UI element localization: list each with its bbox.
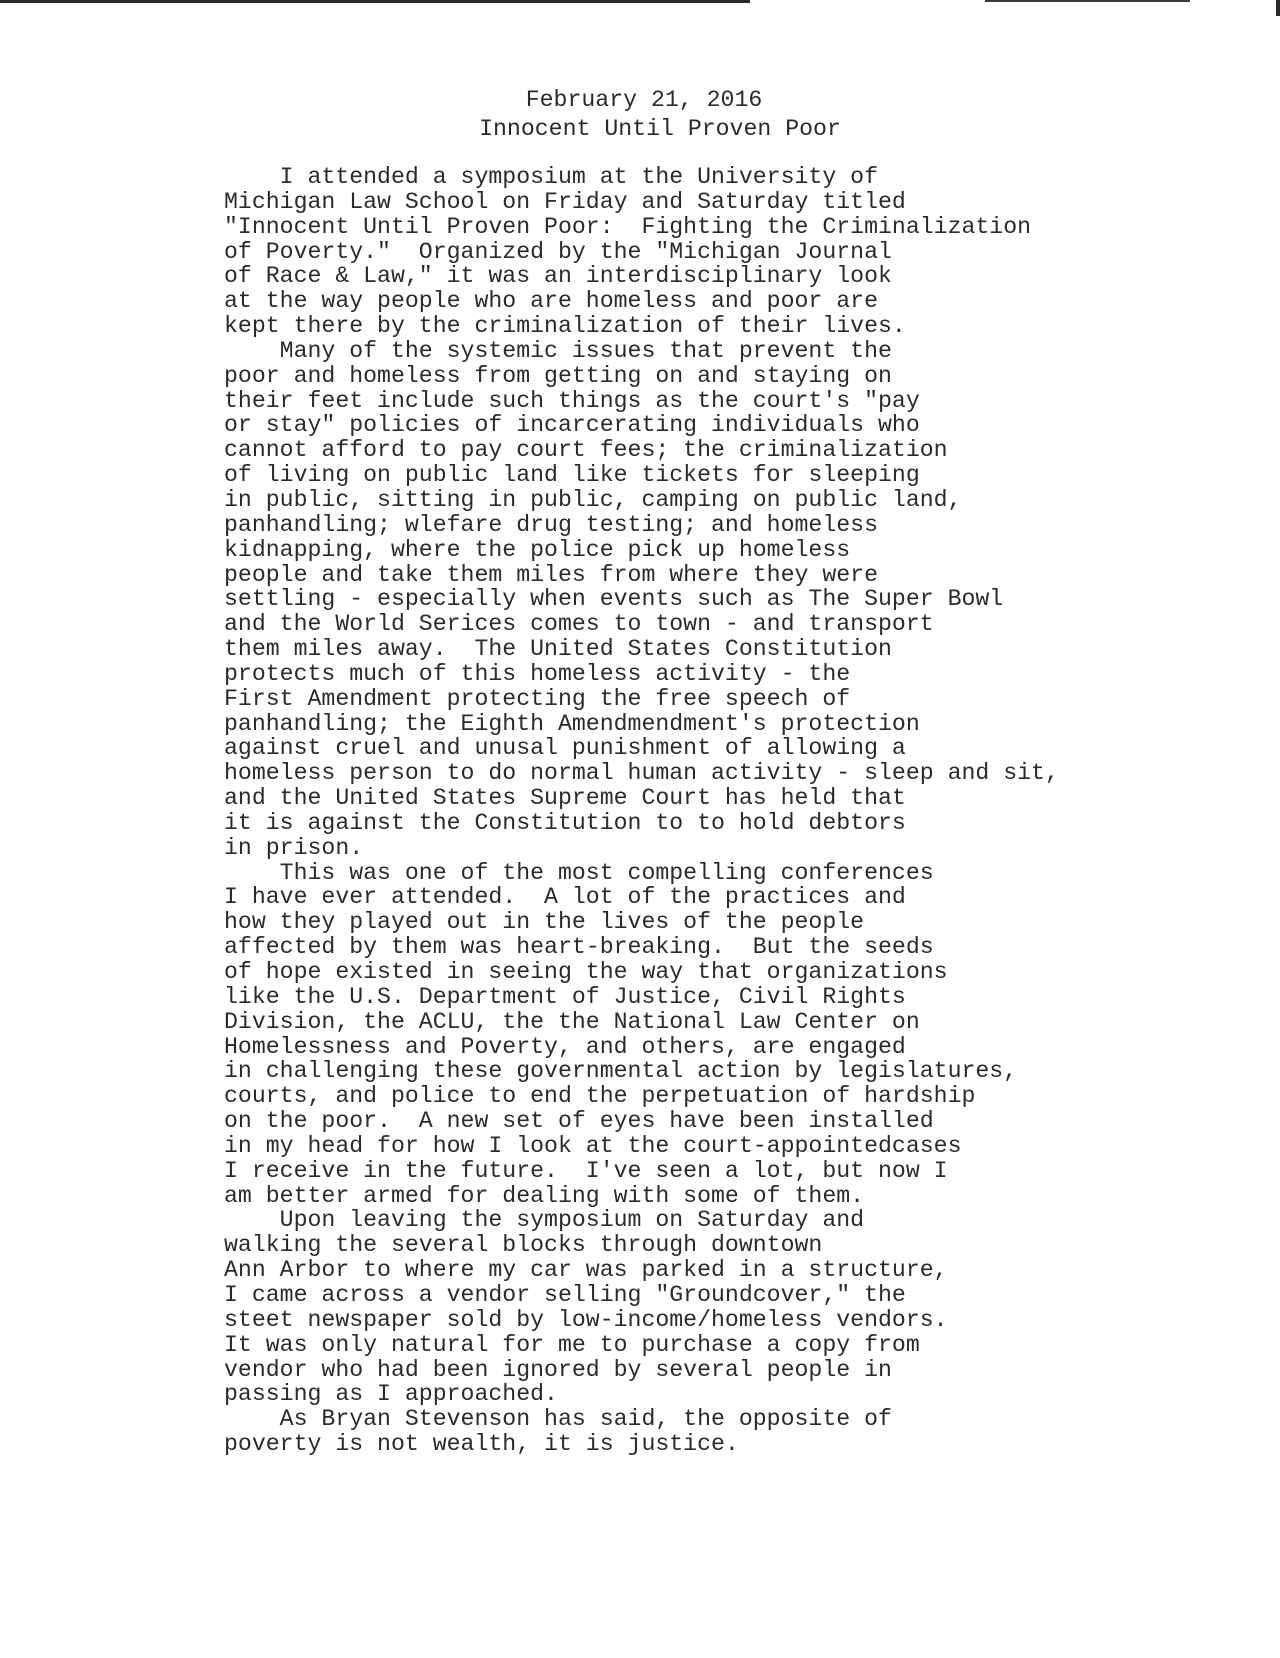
text-line: cannot afford to pay court fees; the criminalization — [224, 437, 948, 464]
text-line: Many of the systemic issues that prevent the — [224, 337, 892, 364]
text-line: kept there by the criminalization of their lives. — [224, 313, 906, 340]
text-line: how they played out in the lives of the people — [224, 909, 865, 936]
text-line: Michigan Law School on Friday and Saturday titled — [224, 188, 906, 215]
text-line: I attended a symposium at the University of — [224, 164, 878, 190]
text-line: at the way people who are homeless and poor are — [224, 288, 878, 315]
text-line: in prison. — [224, 834, 364, 861]
text-line: am better armed for dealing with some of them. — [224, 1182, 865, 1209]
document-title: Innocent Until Proven Poor — [479, 116, 841, 142]
text-line: I have ever attended. A lot of the practices and — [224, 884, 906, 911]
text-line: of living on public land like tickets for sleeping — [224, 462, 920, 489]
text-line: against cruel and unusal punishment of allowing a — [224, 735, 906, 762]
text-line: vendor who had been ignored by several people in — [224, 1356, 892, 1383]
text-line: Upon leaving the symposium on Saturday and — [224, 1207, 865, 1234]
text-line: First Amendment protecting the free speech of — [224, 685, 851, 712]
text-line: It was only natural for me to purchase a copy from — [224, 1331, 920, 1358]
text-line: of hope existed in seeing the way that organizations — [224, 959, 948, 985]
text-line: homeless person to do normal human activity - sleep and sit, — [224, 760, 1059, 787]
text-line: protects much of this homeless activity - the — [224, 660, 851, 687]
text-line: in challenging these governmental action by legislatures, — [224, 1058, 1018, 1085]
text-line: "Innocent Until Proven Poor: Fighting the Criminalization — [224, 213, 1032, 240]
text-line: people and take them miles from where they were — [224, 561, 878, 588]
text-line: settling - especially when events such as The Super Bowl — [224, 586, 1004, 613]
text-line: Ann Arbor to where my car was parked in a structure, — [224, 1257, 948, 1284]
text-line: I receive in the future. I've seen a lot, but now I — [224, 1157, 948, 1184]
document-date: February 21, 2016 — [525, 87, 763, 113]
text-line: poor and homeless from getting on and staying on — [224, 362, 892, 389]
text-line: it is against the Constitution to to hold debtors — [224, 809, 906, 836]
text-line: steet newspaper sold by low-income/homeless vendors. — [224, 1306, 948, 1333]
text-line: This was one of the most compelling conferences — [224, 859, 934, 886]
text-line: poverty is not wealth, it is justice. — [224, 1431, 739, 1458]
text-line: As Bryan Stevenson has said, the opposite of — [224, 1406, 892, 1433]
text-line: on the poor. A new set of eyes have been installed — [224, 1108, 934, 1135]
text-line: panhandling; the Eighth Amendmendment's protection — [224, 710, 920, 737]
text-line: and the United States Supreme Court has held that — [224, 785, 906, 812]
text-line: of Poverty." Organized by the "Michigan Journal — [224, 238, 892, 265]
text-line: their feet include such things as the court's "pay — [224, 387, 920, 414]
text-line: I came across a vendor selling "Groundcover," the — [224, 1281, 906, 1308]
text-line: in public, sitting in public, camping on public land, — [224, 486, 962, 513]
text-line: in my head for how I look at the court-appointedcases — [224, 1132, 962, 1159]
text-line: walking the several blocks through downtown — [224, 1232, 823, 1259]
text-line: Division, the ACLU, the the National Law Center on — [224, 1008, 920, 1035]
text-line: panhandling; wlefare drug testing; and homeless — [224, 511, 878, 538]
text-line: Homelessness and Poverty, and others, are engaged — [224, 1033, 906, 1060]
text-line: and the World Serices comes to town - and transport — [224, 611, 934, 638]
document-body — [224, 165, 1274, 1457]
text-line: or stay" policies of incarcerating individuals who — [224, 412, 920, 439]
text-line: of Race & Law," it was an interdisciplinary look — [224, 263, 892, 290]
text-line: passing as I approached. — [224, 1381, 558, 1408]
document-header — [0, 86, 1280, 144]
text-line: affected by them was heart-breaking. But the seeds — [224, 934, 934, 961]
text-line: courts, and police to end the perpetuation of hardship — [224, 1083, 976, 1110]
text-line: like the U.S. Department of Justice, Civil Rights — [224, 983, 906, 1010]
text-line: them miles away. The United States Constitution — [224, 636, 892, 663]
text-line: kidnapping, where the police pick up homeless — [224, 536, 851, 563]
